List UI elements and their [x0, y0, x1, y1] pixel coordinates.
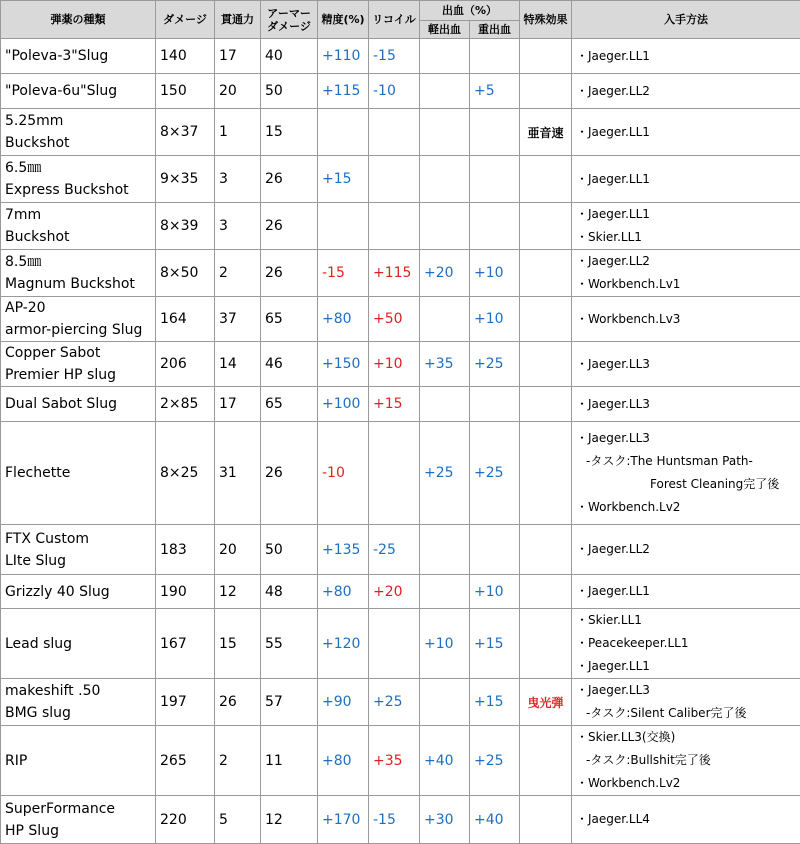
accuracy-cell	[318, 109, 369, 156]
ammo-name-line: "Poleva-3"Slug	[5, 45, 151, 67]
acquisition-line: ・Jaeger.LL3	[576, 393, 796, 416]
special-effect-cell	[520, 203, 572, 250]
acquisition-cell	[572, 39, 800, 74]
ammo-name-line: Lead slug	[5, 633, 151, 655]
special-effect-cell	[520, 726, 572, 796]
acquisition-line: ・Jaeger.LL2	[576, 250, 796, 273]
light-bleed-cell	[420, 387, 470, 422]
armor-damage-cell: 57	[261, 679, 318, 726]
header-bleed-group: 出血（%）	[420, 1, 520, 21]
light-bleed-cell: +35	[420, 342, 470, 387]
ammo-name-line: Flechette	[5, 462, 151, 484]
damage-cell: 140	[156, 39, 215, 74]
penetration-cell: 14	[215, 342, 261, 387]
light-bleed-cell	[420, 525, 470, 575]
acquisition-line: -タスク:Silent Caliber完了後	[576, 702, 796, 725]
ammo-name-line: "Poleva-6u"Slug	[5, 80, 151, 102]
heavy-bleed-cell: +25	[470, 422, 520, 525]
acquisition-cell	[572, 156, 800, 203]
table-row	[1, 387, 800, 422]
damage-cell: 150	[156, 74, 215, 109]
penetration-cell: 2	[215, 250, 261, 297]
table-header	[1, 1, 800, 39]
table-row	[1, 609, 800, 679]
table-row	[1, 796, 800, 844]
recoil-cell	[369, 422, 420, 525]
special-effect-cell	[520, 156, 572, 203]
table-row	[1, 156, 800, 203]
penetration-cell: 26	[215, 679, 261, 726]
acquisition-line: ・Jaeger.LL3	[576, 353, 796, 376]
heavy-bleed-cell	[470, 525, 520, 575]
acquisition-cell	[572, 525, 800, 575]
ammo-name-line: BMG slug	[5, 702, 151, 724]
accuracy-cell: +135	[318, 525, 369, 575]
ammo-name-cell	[1, 250, 156, 297]
ammo-name-line: armor-piercing Slug	[5, 319, 151, 341]
ammo-name-line: AP-20	[5, 297, 151, 319]
ammo-name-line: HP Slug	[5, 820, 151, 842]
special-effect-cell	[520, 250, 572, 297]
accuracy-cell: +170	[318, 796, 369, 844]
damage-cell: 265	[156, 726, 215, 796]
ammo-name-line: Premier HP slug	[5, 364, 151, 386]
accuracy-cell: +110	[318, 39, 369, 74]
light-bleed-cell: +40	[420, 726, 470, 796]
recoil-cell: +50	[369, 297, 420, 342]
table-row	[1, 109, 800, 156]
acquisition-line: ・Workbench.Lv3	[576, 308, 796, 331]
ammo-name-cell	[1, 342, 156, 387]
recoil-cell	[369, 109, 420, 156]
damage-cell: 8×50	[156, 250, 215, 297]
armor-damage-cell: 65	[261, 297, 318, 342]
armor-damage-cell: 26	[261, 156, 318, 203]
damage-cell: 190	[156, 575, 215, 609]
acquisition-cell	[572, 297, 800, 342]
special-effect-cell	[520, 525, 572, 575]
penetration-cell: 31	[215, 422, 261, 525]
header-ammo-type: 弾薬の種類	[1, 1, 156, 39]
heavy-bleed-cell: +10	[470, 297, 520, 342]
armor-damage-cell: 26	[261, 250, 318, 297]
ammo-name-line: Buckshot	[5, 132, 151, 154]
heavy-bleed-cell: +5	[470, 74, 520, 109]
special-effect-cell	[520, 609, 572, 679]
heavy-bleed-cell: +25	[470, 342, 520, 387]
light-bleed-cell	[420, 679, 470, 726]
recoil-cell: -15	[369, 796, 420, 844]
armor-damage-cell: 12	[261, 796, 318, 844]
light-bleed-cell	[420, 203, 470, 250]
table-row	[1, 203, 800, 250]
ammo-name-cell	[1, 156, 156, 203]
ammo-name-cell	[1, 796, 156, 844]
acquisition-cell	[572, 387, 800, 422]
damage-cell: 167	[156, 609, 215, 679]
heavy-bleed-cell: +10	[470, 250, 520, 297]
recoil-cell: -15	[369, 39, 420, 74]
ammo-name-line: makeshift .50	[5, 680, 151, 702]
damage-cell: 206	[156, 342, 215, 387]
damage-cell: 2×85	[156, 387, 215, 422]
ammo-name-cell	[1, 726, 156, 796]
header-heavy-bleed: 重出血	[470, 21, 520, 39]
table-row	[1, 575, 800, 609]
ammo-name-line: 6.5㎜	[5, 157, 151, 179]
special-effect-cell	[520, 297, 572, 342]
damage-cell: 183	[156, 525, 215, 575]
armor-damage-cell: 48	[261, 575, 318, 609]
header-recoil: リコイル	[369, 1, 420, 39]
accuracy-cell: +80	[318, 726, 369, 796]
light-bleed-cell	[420, 74, 470, 109]
ammo-name-line: RIP	[5, 750, 151, 772]
table-body	[1, 39, 800, 844]
table-row	[1, 679, 800, 726]
acquisition-line: ・Jaeger.LL1	[576, 168, 796, 191]
ammo-name-line: Buckshot	[5, 226, 151, 248]
penetration-cell: 17	[215, 39, 261, 74]
acquisition-cell	[572, 609, 800, 679]
acquisition-line: ・Skier.LL1	[576, 226, 796, 249]
heavy-bleed-cell	[470, 109, 520, 156]
accuracy-cell: +115	[318, 74, 369, 109]
acquisition-line: -タスク:The Huntsman Path-	[576, 450, 796, 473]
light-bleed-cell	[420, 297, 470, 342]
ammo-name-cell	[1, 203, 156, 250]
recoil-cell: -25	[369, 525, 420, 575]
accuracy-cell: -10	[318, 422, 369, 525]
recoil-cell: +25	[369, 679, 420, 726]
recoil-cell: +20	[369, 575, 420, 609]
damage-cell: 8×25	[156, 422, 215, 525]
penetration-cell: 2	[215, 726, 261, 796]
acquisition-line: ・Peacekeeper.LL1	[576, 632, 796, 655]
light-bleed-cell	[420, 575, 470, 609]
accuracy-cell: +150	[318, 342, 369, 387]
penetration-cell: 3	[215, 156, 261, 203]
light-bleed-cell: +20	[420, 250, 470, 297]
table-row	[1, 74, 800, 109]
ammo-name-cell	[1, 575, 156, 609]
acquisition-line: ・Jaeger.LL1	[576, 203, 796, 226]
special-effect-cell	[520, 422, 572, 525]
recoil-cell	[369, 609, 420, 679]
penetration-cell: 12	[215, 575, 261, 609]
penetration-cell: 3	[215, 203, 261, 250]
acquisition-cell	[572, 422, 800, 525]
acquisition-cell	[572, 342, 800, 387]
acquisition-line: ・Jaeger.LL3	[576, 679, 796, 702]
acquisition-line: ・Jaeger.LL1	[576, 580, 796, 603]
accuracy-cell: +80	[318, 575, 369, 609]
ammo-name-cell	[1, 525, 156, 575]
acquisition-line: ・Jaeger.LL2	[576, 80, 796, 103]
damage-cell: 9×35	[156, 156, 215, 203]
armor-damage-cell: 40	[261, 39, 318, 74]
acquisition-cell	[572, 250, 800, 297]
ammo-name-cell	[1, 609, 156, 679]
special-effect-cell: 亜音速	[520, 109, 572, 156]
ammo-name-line: Grizzly 40 Slug	[5, 581, 151, 603]
recoil-cell: +35	[369, 726, 420, 796]
recoil-cell: +10	[369, 342, 420, 387]
armor-damage-cell: 50	[261, 74, 318, 109]
acquisition-cell	[572, 203, 800, 250]
heavy-bleed-cell: +10	[470, 575, 520, 609]
armor-damage-cell: 50	[261, 525, 318, 575]
header-light-bleed: 軽出血	[420, 21, 470, 39]
accuracy-cell	[318, 203, 369, 250]
recoil-cell: +15	[369, 387, 420, 422]
damage-cell: 164	[156, 297, 215, 342]
ammo-name-line: Express Buckshot	[5, 179, 151, 201]
table-row	[1, 342, 800, 387]
acquisition-line: ・Jaeger.LL1	[576, 121, 796, 144]
armor-damage-cell: 46	[261, 342, 318, 387]
accuracy-cell: +100	[318, 387, 369, 422]
accuracy-cell: +80	[318, 297, 369, 342]
table-row	[1, 525, 800, 575]
accuracy-cell: +120	[318, 609, 369, 679]
penetration-cell: 5	[215, 796, 261, 844]
ammo-name-line: SuperFormance	[5, 798, 151, 820]
acquisition-line: ・Skier.LL1	[576, 609, 796, 632]
acquisition-cell	[572, 74, 800, 109]
light-bleed-cell: +30	[420, 796, 470, 844]
heavy-bleed-cell: +15	[470, 679, 520, 726]
ammo-name-line: 7mm	[5, 204, 151, 226]
damage-cell: 8×39	[156, 203, 215, 250]
header-special: 特殊効果	[520, 1, 572, 39]
special-effect-cell	[520, 39, 572, 74]
ammo-name-cell	[1, 422, 156, 525]
acquisition-line: ・Jaeger.LL1	[576, 655, 796, 678]
armor-damage-cell: 26	[261, 203, 318, 250]
accuracy-cell: +15	[318, 156, 369, 203]
penetration-cell: 1	[215, 109, 261, 156]
penetration-cell: 20	[215, 74, 261, 109]
damage-cell: 197	[156, 679, 215, 726]
light-bleed-cell	[420, 156, 470, 203]
ammo-name-line: 8.5㎜	[5, 251, 151, 273]
header-accuracy: 精度(%)	[318, 1, 369, 39]
special-effect-cell: 曳光弾	[520, 679, 572, 726]
recoil-cell: -10	[369, 74, 420, 109]
header-penetration: 貫通力	[215, 1, 261, 39]
penetration-cell: 15	[215, 609, 261, 679]
armor-damage-cell: 65	[261, 387, 318, 422]
armor-damage-cell: 15	[261, 109, 318, 156]
accuracy-cell: -15	[318, 250, 369, 297]
acquisition-line: ・Workbench.Lv2	[576, 496, 796, 519]
armor-damage-cell: 55	[261, 609, 318, 679]
acquisition-line: ・Jaeger.LL3	[576, 427, 796, 450]
table-row	[1, 250, 800, 297]
recoil-cell: +115	[369, 250, 420, 297]
ammo-name-cell	[1, 39, 156, 74]
penetration-cell: 17	[215, 387, 261, 422]
acquisition-cell	[572, 726, 800, 796]
acquisition-line: ・Jaeger.LL1	[576, 45, 796, 68]
acquisition-cell	[572, 679, 800, 726]
heavy-bleed-cell: +25	[470, 726, 520, 796]
special-effect-cell	[520, 74, 572, 109]
light-bleed-cell	[420, 109, 470, 156]
ammo-name-line: 5.25mm	[5, 110, 151, 132]
heavy-bleed-cell	[470, 387, 520, 422]
heavy-bleed-cell	[470, 39, 520, 74]
ammo-name-cell	[1, 109, 156, 156]
heavy-bleed-cell	[470, 156, 520, 203]
light-bleed-cell: +25	[420, 422, 470, 525]
penetration-cell: 37	[215, 297, 261, 342]
acquisition-line: ・Workbench.Lv2	[576, 772, 796, 795]
ammo-name-line: Magnum Buckshot	[5, 273, 151, 295]
ammo-name-line: Dual Sabot Slug	[5, 393, 151, 415]
recoil-cell	[369, 203, 420, 250]
ammo-name-cell	[1, 74, 156, 109]
table-row	[1, 422, 800, 525]
acquisition-cell	[572, 109, 800, 156]
ammo-name-cell	[1, 679, 156, 726]
header-armor-damage: アーマーダメージ	[261, 1, 318, 39]
special-effect-cell	[520, 575, 572, 609]
accuracy-cell: +90	[318, 679, 369, 726]
ammo-name-line: FTX Custom	[5, 528, 151, 550]
table-row	[1, 726, 800, 796]
ammo-name-cell	[1, 297, 156, 342]
header-acquisition: 入手方法	[572, 1, 800, 39]
heavy-bleed-cell: +40	[470, 796, 520, 844]
special-effect-cell	[520, 342, 572, 387]
heavy-bleed-cell	[470, 203, 520, 250]
acquisition-line: ・Workbench.Lv1	[576, 273, 796, 296]
armor-damage-cell: 11	[261, 726, 318, 796]
acquisition-line: ・Jaeger.LL4	[576, 808, 796, 831]
penetration-cell: 20	[215, 525, 261, 575]
damage-cell: 8×37	[156, 109, 215, 156]
acquisition-line: ・Skier.LL3(交換)	[576, 726, 796, 749]
header-damage: ダメージ	[156, 1, 215, 39]
acquisition-line: -タスク:Bullshit完了後	[576, 749, 796, 772]
acquisition-cell	[572, 575, 800, 609]
acquisition-cell	[572, 796, 800, 844]
acquisition-line: ・Jaeger.LL2	[576, 538, 796, 561]
table-row	[1, 39, 800, 74]
light-bleed-cell	[420, 39, 470, 74]
ammo-name-cell	[1, 387, 156, 422]
ammo-name-line: LIte Slug	[5, 550, 151, 572]
heavy-bleed-cell: +15	[470, 609, 520, 679]
special-effect-cell	[520, 387, 572, 422]
recoil-cell	[369, 156, 420, 203]
special-effect-cell	[520, 796, 572, 844]
armor-damage-cell: 26	[261, 422, 318, 525]
damage-cell: 220	[156, 796, 215, 844]
ammo-name-line: Copper Sabot	[5, 342, 151, 364]
light-bleed-cell: +10	[420, 609, 470, 679]
acquisition-line: Forest Cleaning完了後	[576, 473, 796, 496]
table-row	[1, 297, 800, 342]
